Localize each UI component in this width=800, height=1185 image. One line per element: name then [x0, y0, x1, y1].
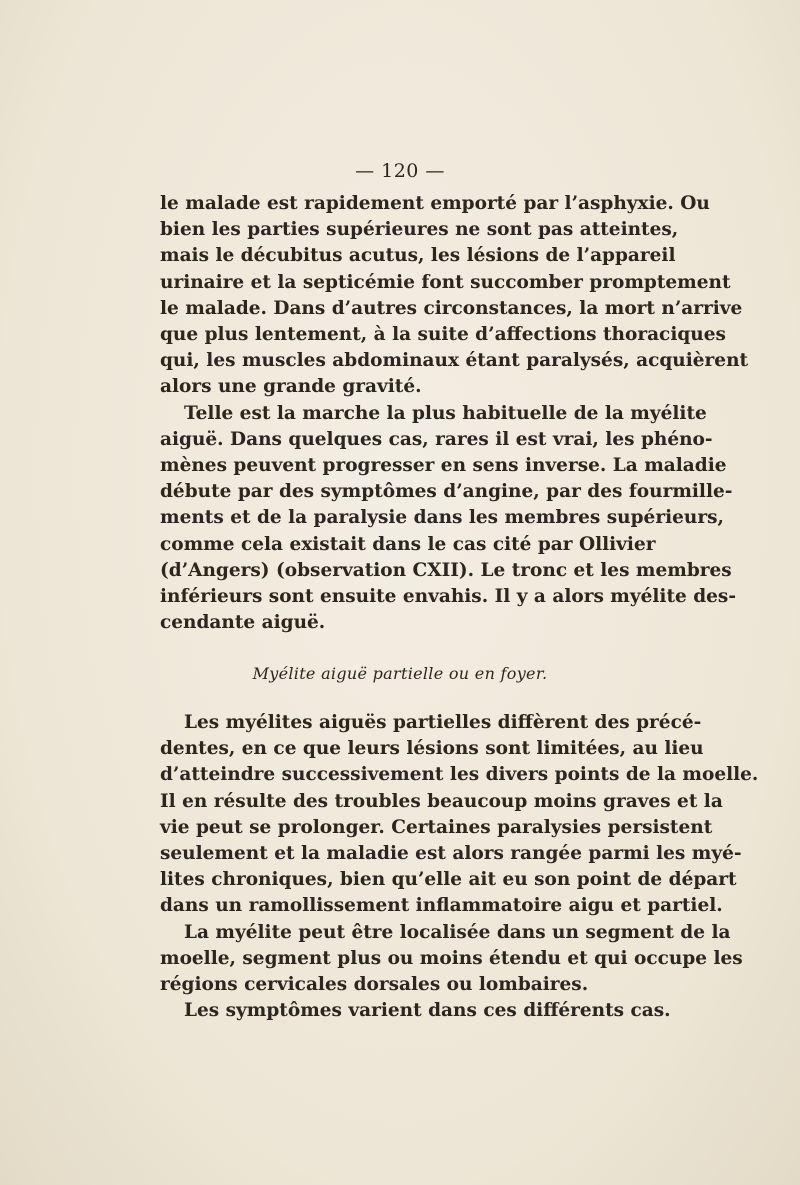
text-line: Il en résulte des troubles beaucoup moins graves et la	[160, 790, 723, 812]
paragraph-partielles	[160, 710, 759, 920]
text-line: Telle est la marche la plus habituelle de la myélite	[184, 402, 707, 424]
text-line: moelle, segment plus ou moins étendu et qui occupe les	[160, 947, 743, 969]
text-line: d’atteindre successivement les divers points de la moelle.	[160, 764, 759, 786]
text-line: le malade est rapidement emporté par l’asphyxie. Ou	[160, 193, 710, 214]
text-line: comme cela existait dans le cas cité par Ollivier	[160, 533, 656, 555]
text-line: alors une grande gravité.	[160, 376, 422, 398]
text-line: mais le décubitus acutus, les lésions de l’appareil	[160, 245, 676, 267]
text-line: cendante aiguë.	[160, 612, 326, 634]
text-line: vie peut se prolonger. Certaines paralysies persistent	[160, 816, 713, 838]
text-line: régions cervicales dorsales ou lombaires.	[160, 974, 589, 996]
text-line: Les myélites aiguës partielles diffèrent des précé-	[184, 712, 702, 733]
text-line: lites chroniques, bien qu’elle ait eu son point de départ	[160, 869, 737, 891]
page-number: — 120 —	[355, 160, 445, 182]
text-line: qui, les muscles abdominaux étant paralysés, acquièrent	[160, 350, 749, 372]
text-line: inférieurs sont ensuite envahis. Il y a alors myélite des-	[160, 586, 737, 608]
text-block-upper	[160, 191, 749, 636]
text-line: (d’Angers) (observation CXII). Le tronc et les membres	[160, 559, 732, 581]
text-line: seulement et la maladie est alors rangée parmi les myé-	[160, 843, 742, 865]
text-line: ments et de la paralysie dans les membres supérieurs,	[160, 507, 724, 529]
text-line: que plus lentement, à la suite d’affections thoraciques	[160, 324, 726, 346]
text-line: Les symptômes varient dans ces différents cas.	[184, 1000, 671, 1022]
text-line: aiguë. Dans quelques cas, rares il est vrai, les phéno-	[160, 428, 713, 450]
section-heading: Myélite aiguë partielle ou en foyer.	[252, 664, 548, 683]
text-block-lower	[160, 710, 759, 1024]
paragraph-asphyxie	[160, 191, 749, 401]
paragraph-symptomes	[160, 998, 671, 1024]
text-line: le malade. Dans d’autres circonstances, la mort n’arrive	[160, 297, 743, 319]
text-line: mènes peuvent progresser en sens inverse. La maladie	[160, 455, 727, 477]
paragraph-marche	[160, 401, 737, 637]
text-line: dans un ramollissement inflammatoire aigu et partiel.	[160, 895, 723, 917]
paragraph-localisee	[160, 920, 743, 999]
text-line: urinaire et la septicémie font succomber promptement	[160, 271, 731, 293]
text-line: bien les parties supérieures ne sont pas atteintes,	[160, 219, 679, 241]
text-line: dentes, en ce que leurs lésions sont limitées, au lieu	[160, 738, 704, 760]
text-line: débute par des symptômes d’angine, par des fourmille-	[160, 481, 733, 503]
text-line: La myélite peut être localisée dans un segment de la	[184, 921, 731, 943]
